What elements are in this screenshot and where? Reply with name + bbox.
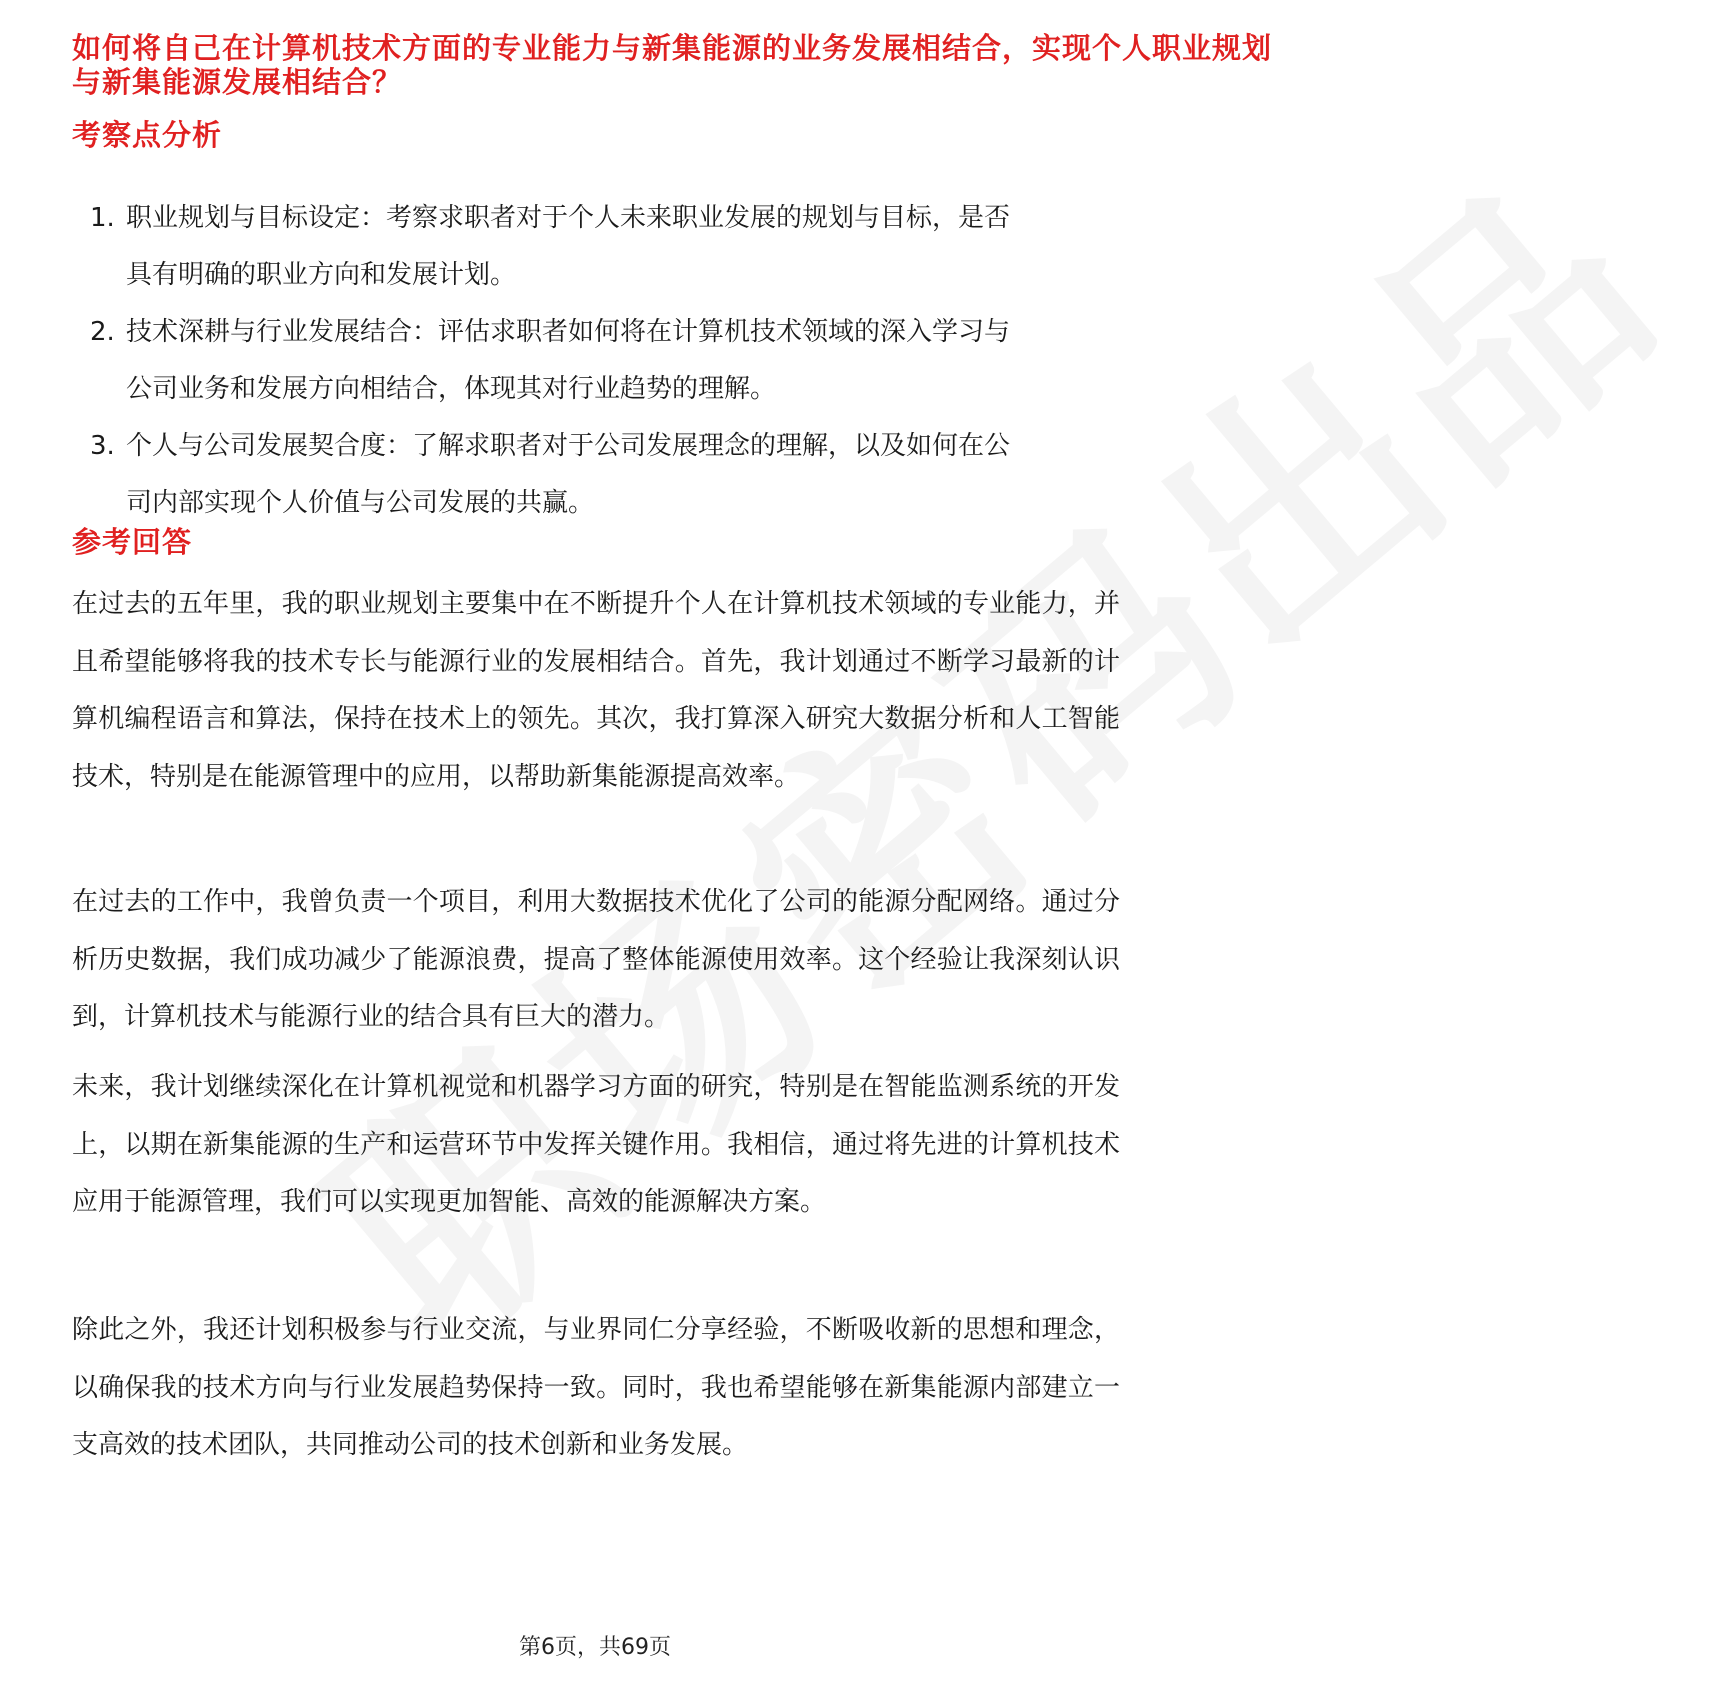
question-cut-text: 如何将自己在计算机技术方面的专业能力与新集能源的业务发展相结合，实现个人职业规划 xyxy=(72,31,1273,65)
point-line: 个人与公司发展契合度：了解求职者对于公司发展理念的理解，以及如何在公 xyxy=(126,431,1011,461)
page-footer: 第6页，共69页 xyxy=(519,1635,671,1660)
answer-paragraph: 未来，我计划继续深化在计算机视觉和机器学习方面的研究，特别是在智能监测系统的开发上，以期在新集能源的生产和运营环节中发挥关键作用。我相信，通过将先进的计算机技术应用于能源管理，我们可以实现更加智能、高效的能源解决方案。 xyxy=(72,1072,1120,1217)
answer-paragraph: 在过去的五年里，我的职业规划主要集中在不断提升个人在计算机技术领域的专业能力，并且希望能够将我的技术专长与能源行业的发展相结合。首先，我计划通过不断学习最新的计算机编程语言和算法，保持在技术上的领先。其次，我打算深入研究大数据分析和人工智能技术，特别是在能源管理中的应用，以帮助新集能源提高效率。 xyxy=(72,589,1120,792)
analysis-point xyxy=(80,190,1120,304)
point-line: 技术深耕与行业发展结合：评估求职者如何将在计算机技术领域的深入学习与 xyxy=(126,317,1011,347)
answer-heading: 参考回答 xyxy=(72,525,193,559)
point-number: 2. xyxy=(90,317,115,347)
answer-paragraph: 在过去的工作中，我曾负责一个项目，利用大数据技术优化了公司的能源分配网络。通过分析历史数据，我们成功减少了能源浪费，提高了整体能源使用效率。这个经验让我深刻认识到，计算机技术与能源行业的结合具有巨大的潜力。 xyxy=(72,887,1120,1032)
analysis-point xyxy=(80,418,1120,532)
analysis-heading: 考察点分析 xyxy=(72,118,223,152)
answer-paragraph: 除此之外，我还计划积极参与行业交流，与业界同仁分享经验，不断吸收新的思想和理念，以确保我的技术方向与行业发展趋势保持一致。同时，我也希望能够在新集能源内部建立一支高效的技术团队，共同推动公司的技术创新和业务发展。 xyxy=(72,1315,1120,1460)
point-line: 公司业务和发展方向相结合，体现其对行业趋势的理解。 xyxy=(126,374,777,404)
point-line: 司内部实现个人价值与公司发展的共赢。 xyxy=(126,488,595,518)
analysis-points xyxy=(80,190,1120,532)
point-number: 3. xyxy=(90,431,115,461)
question-tail: 与新集能源发展相结合？ xyxy=(72,65,403,99)
point-number: 1. xyxy=(90,203,115,233)
point-line: 具有明确的职业方向和发展计划。 xyxy=(126,260,517,290)
point-line: 职业规划与目标设定：考察求职者对于个人未来职业发展的规划与目标，是否 xyxy=(126,203,1011,233)
question-cut-line xyxy=(72,31,1273,65)
analysis-point xyxy=(80,304,1120,418)
